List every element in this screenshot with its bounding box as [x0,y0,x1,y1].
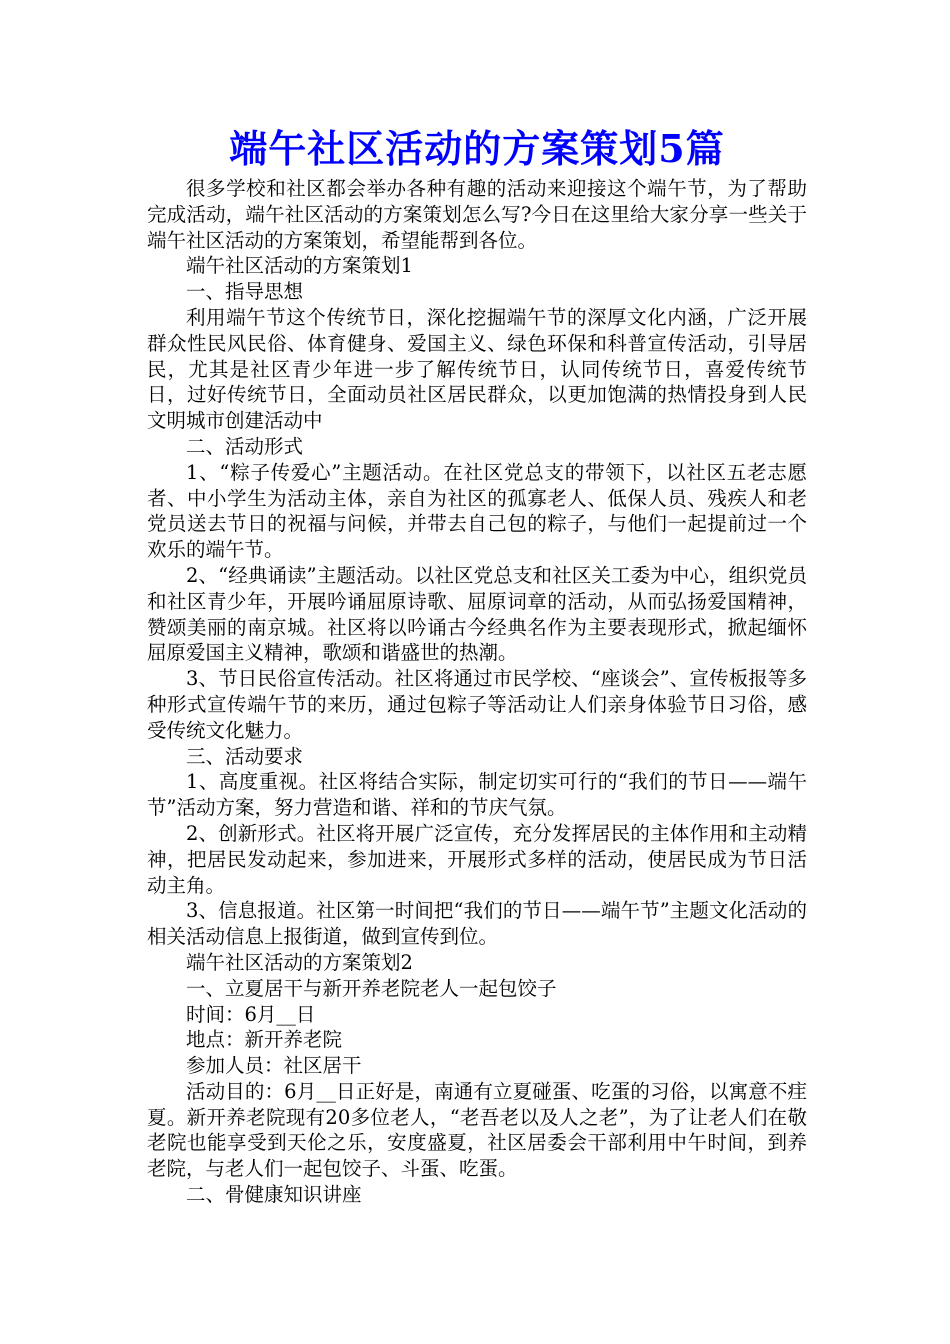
document-title: 端午社区活动的方案策划5篇 [229,126,725,171]
subheading-guiding-ideology: 一、指导思想 [186,280,304,304]
paragraph-participants: 参加人员：社区居干 [186,1054,362,1078]
paragraph-guiding-ideology: 利用端午节这个传统节日，深化挖掘端午节的深厚文化内涵，广泛开展群众性民风民俗、体育健身、爱国主义、绿色环保和科普宣传活动，引导居民，尤其是社区青少年进一步了解传统节日，认同传统节日，喜爱传统节日，过好传统节日，全面动员社区居民群众，以更加饱满的热情投身到人民文明城市创建活动中 [147,305,807,433]
paragraph-activity-form-1: 1、“粽子传爱心”主题活动。在社区党总支的带领下，以社区五老志愿者、中小学生为活动主体，亲自为社区的孤寡老人、低保人员、残疾人和老党员送去节日的祝福与问候，并带去自己包的粽子，与他们一起提前过一个欢乐的端午节。 [147,460,807,562]
paragraph-activity-form-3: 3、节日民俗宣传活动。社区将通过市民学校、“座谈会”、宣传板报等多种形式宣传端午节的来历，通过包粽子等活动让人们亲身体验节日习俗，感受传统文化魅力。 [147,667,807,742]
subheading-activity-requirements: 三、活动要求 [186,744,304,768]
document-page [147,122,807,1208]
paragraph-requirement-2: 2、创新形式。社区将开展广泛宣传，充分发挥居民的主体作用和主动精神，把居民发动起来，参加进来，开展形式多样的活动，使居民成为节日活动主角。 [147,821,807,897]
paragraph-requirement-3: 3、信息报道。社区第一时间把“我们的节日——端午节”主题文化活动的相关活动信息上报街道，做到宣传到位。 [147,899,807,949]
section-heading-plan-2: 端午社区活动的方案策划2 [186,950,413,974]
subheading-dumpling-activity: 一、立夏居干与新开养老院老人一起包饺子 [186,976,557,1000]
paragraph-requirement-1: 1、高度重视。社区将结合实际，制定切实可行的“我们的节日——端午节”活动方案，努力营造和谐、祥和的节庆气氛。 [147,770,807,820]
section-heading-plan-1: 端午社区活动的方案策划1 [186,254,413,278]
subheading-bone-health-lecture: 二、骨健康知识讲座 [186,1183,362,1207]
intro-paragraph: 很多学校和社区都会举办各种有趣的活动来迎接这个端午节，为了帮助完成活动，端午社区活动的方案策划怎么写?今日在这里给大家分享一些关于端午社区活动的方案策划，希望能帮到各位。 [147,177,807,252]
document-body [147,176,807,1208]
paragraph-activity-purpose: 活动目的：6月__日正好是，南通有立夏碰蛋、吃蛋的习俗，以寓意不疰夏。新开养老院现有20多位老人，“老吾老以及人之老”，为了让老人们在敬老院也能享受到天伦之乐，安度盛夏，社区居委会干部利用中午时间，到养老院，与老人们一起包饺子、斗蛋、吃蛋。 [147,1079,807,1181]
paragraph-time: 时间：6月__日 [186,1002,316,1026]
subheading-activity-forms: 二、活动形式 [186,434,304,458]
paragraph-location: 地点：新开养老院 [186,1028,343,1052]
paragraph-activity-form-2: 2、“经典诵读”主题活动。以社区党总支和社区关工委为中心，组织党员和社区青少年，开展吟诵屈原诗歌、屈原词章的活动，从而弘扬爱国精神，赞颂美丽的南京城。社区将以吟诵古今经典名作为主要表现形式，掀起缅怀屈原爱国主义精神，歌颂和谐盛世的热潮。 [147,563,807,665]
